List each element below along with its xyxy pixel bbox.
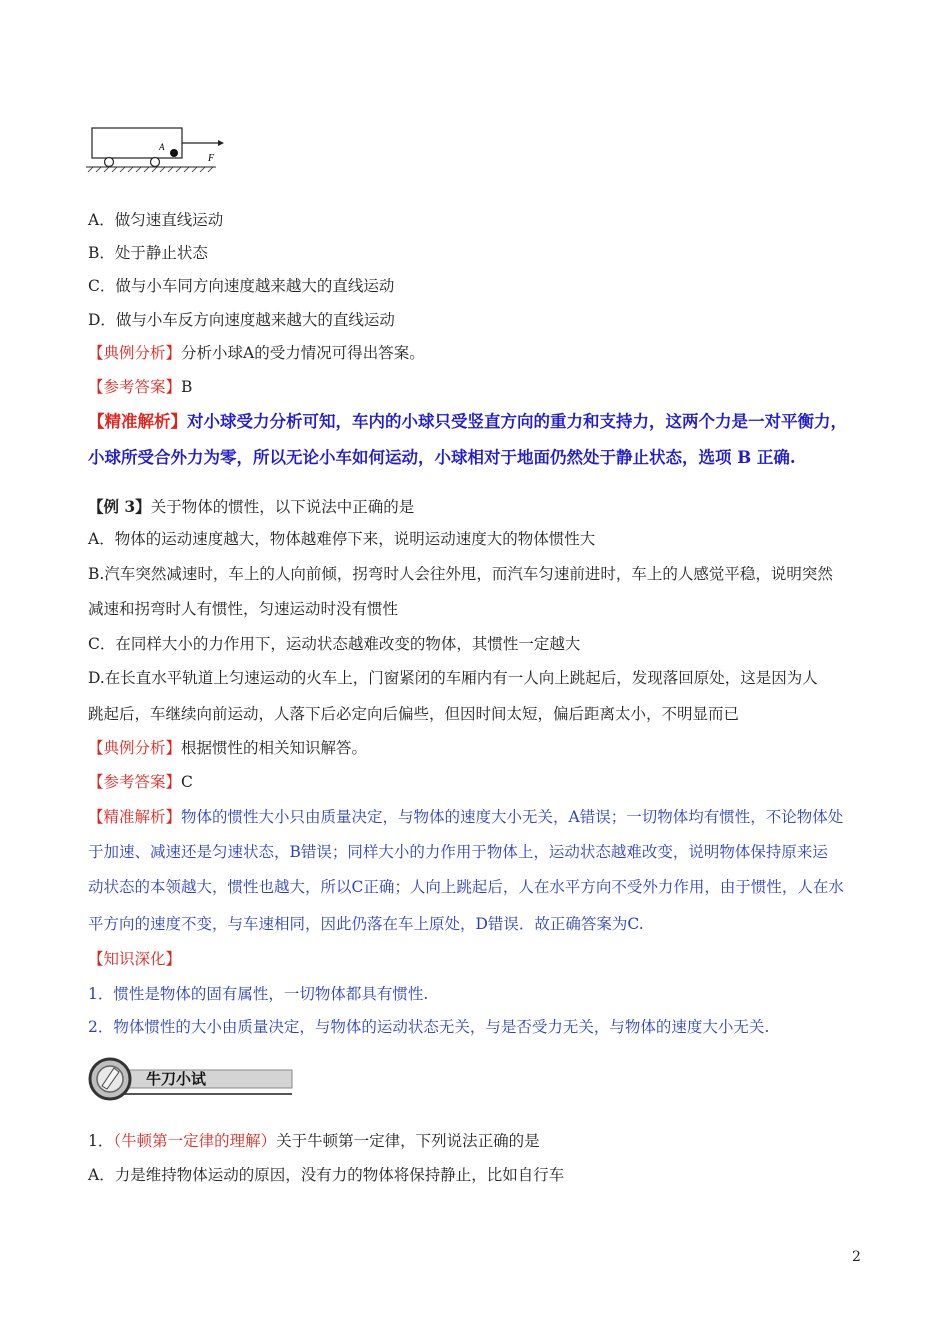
q2-option-b: B．处于静止状态	[88, 244, 208, 262]
q2-option-a: A．做匀速直线运动	[88, 211, 224, 229]
analysis-text: 根据惯性的相关知识解答。	[181, 739, 368, 757]
page-number: 2	[852, 1249, 861, 1265]
example3-text: 关于物体的惯性，以下说法中正确的是	[150, 498, 415, 516]
solution-text: 对小球受力分析可知，车内的小球只受竖直方向的重力和支持力，这两个力是一对平衡力，	[187, 412, 847, 431]
example3-option-c: C．在同样大小的力作用下，运动状态越难改变的物体，其惯性一定越大	[88, 635, 581, 653]
answer-text: B	[181, 378, 193, 396]
example3-tag: 【例 3】	[88, 497, 151, 516]
ground-hatch	[88, 167, 213, 172]
answer-tag: 【参考答案】	[88, 773, 182, 791]
answer-text: C	[181, 773, 193, 791]
force-arrowhead	[218, 140, 224, 146]
q3-solution-line-4: 平方向的速度不变，与车速相同，因此仍落在车上原处，D错误．故正确答案为C.	[88, 915, 644, 933]
cart-body	[92, 128, 182, 158]
q2-solution-line-2: 小球所受合外力为零，所以无论小车如何运动，小球相对于地面仍然处于静止状态，选项 B 正确.	[88, 448, 796, 467]
q3-solution-line-2: 于加速、减速还是匀速状态，B错误；同样大小的力作用于物体上，运动状态越难改变，说明物体保持原来运	[88, 843, 828, 861]
practice1-option-a: A．力是维持物体运动的原因，没有力的物体将保持静止，比如自行车	[88, 1166, 565, 1184]
cart-diagram	[84, 124, 234, 174]
ball-a	[170, 149, 178, 157]
example3-option-d-line-2: 跳起后，车继续向前运动，人落下后必定向后偏些，但因时间太短，偏后距离太小，不明显而已	[88, 705, 740, 723]
wheel-right	[151, 158, 160, 167]
example3-question	[88, 496, 414, 518]
q3-analysis	[88, 737, 367, 759]
wheel-left	[105, 158, 114, 167]
section-banner	[86, 1054, 296, 1104]
example3-option-a: A．物体的运动速度越大，物体越难停下来，说明运动速度大的物体惯性大	[88, 530, 596, 548]
q2-answer	[88, 376, 192, 398]
point-label-a: A	[159, 142, 165, 152]
example3-option-b-line-1: B.汽车突然减速时，车上的人向前倾，拐弯时人会往外甩，而汽车匀速前进时，车上的人感觉平稳，说明突然	[88, 565, 833, 583]
q2-option-d: D．做与小车反方向速度越来越大的直线运动	[88, 311, 395, 329]
q3-solution-line-1	[88, 806, 843, 828]
practice1-number: 1．	[88, 1132, 114, 1150]
q2-option-c: C．做与小车同方向速度越来越大的直线运动	[88, 277, 395, 295]
answer-tag: 【参考答案】	[88, 378, 182, 396]
analysis-tag: 【典例分析】	[88, 344, 182, 362]
analysis-text: 分析小球A的受力情况可得出答案。	[181, 344, 425, 362]
practice1-question	[88, 1130, 540, 1152]
solution-tag: 【精准解析】	[88, 808, 182, 826]
q3-answer	[88, 771, 193, 793]
knowledge-item-1: 1．惯性是物体的固有属性，一切物体都具有惯性.	[88, 985, 429, 1003]
example3-option-d-line-1: D.在长直水平轨道上匀速运动的火车上，门窗紧闭的车厢内有一人向上跳起后，发现落回原处，这是因为人	[88, 669, 818, 687]
banner-title: 牛刀小试	[146, 1070, 207, 1088]
q3-solution-line-3: 动状态的本领越大，惯性也越大，所以C正确；人向上跳起后，人在水平方向不受外力作用，由于惯性，人在水	[88, 878, 844, 896]
q2-analysis	[88, 342, 425, 364]
force-label-f: F	[208, 153, 215, 164]
knowledge-item-2: 2．物体惯性的大小由质量决定，与物体的运动状态无关，与是否受力无关，与物体的速度大小无关.	[88, 1018, 770, 1036]
practice1-topic: （牛顿第一定律的理解）	[113, 1132, 277, 1150]
solution-text: 物体的惯性大小只由质量决定，与物体的速度大小无关，A错误；一切物体均有惯性，不论物体处	[181, 808, 844, 826]
solution-tag: 【精准解析】	[88, 412, 187, 431]
knowledge-tag: 【知识深化】	[88, 950, 182, 968]
practice1-text: 关于牛顿第一定律，下列说法正确的是	[276, 1132, 540, 1150]
q2-solution-line-1	[88, 411, 847, 433]
analysis-tag: 【典例分析】	[88, 739, 182, 757]
example3-option-b-line-2: 减速和拐弯时人有惯性，匀速运动时没有惯性	[88, 600, 399, 618]
